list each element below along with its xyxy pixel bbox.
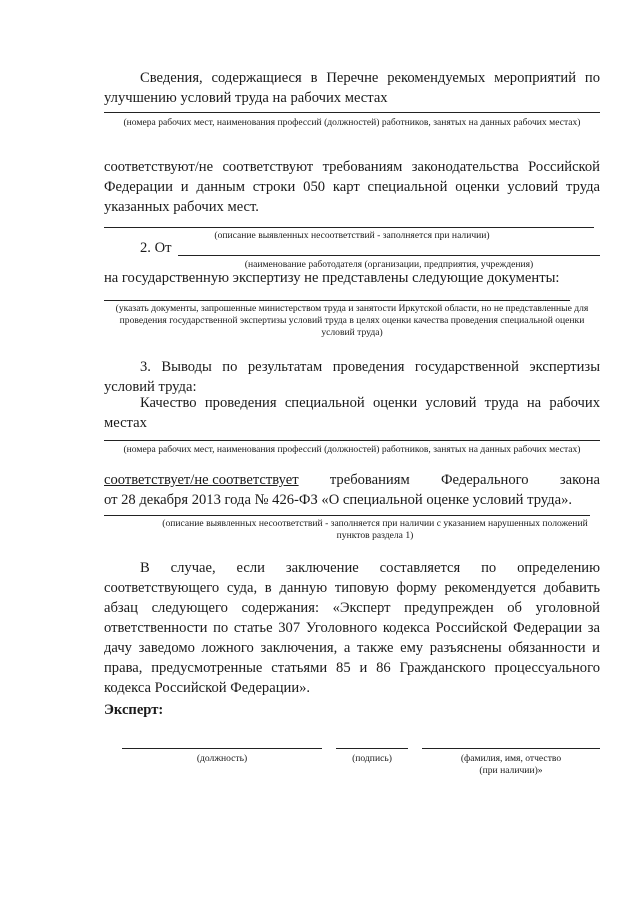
item-2-prefix: 2. От — [140, 240, 172, 256]
quality-line-2: местах — [104, 415, 147, 431]
fill-line-signature — [336, 748, 408, 749]
intro-line-1: Сведения, содержащиеся в Перечне рекомендуемых мероприятий по — [140, 70, 600, 86]
court-line-5: дачу заведомо ложного заключения, а также ему разъяснены обязанности и — [104, 640, 600, 656]
fill-line-discrepancies-1 — [104, 227, 594, 228]
position-label: (должность) — [196, 753, 248, 764]
note-workplaces-2: (номера рабочих мест, наименования профессий (должностей) работников, занятых на данных рабочих местах) — [123, 444, 581, 455]
fill-line-workplaces-1 — [104, 112, 600, 113]
court-line-7: кодекса Российской Федерации». — [104, 680, 311, 696]
note-documents: (указать документы, запрошенные министерством труда и занятости Иркутской области, но не представленные для проведения государственной экспертизы условий труда в целях оценки качества проведения специальной оценки условий труда) — [115, 303, 589, 338]
missing-documents-text: на государственную экспертизу не представлены следующие документы: — [104, 270, 560, 286]
fill-line-workplaces-2 — [104, 440, 600, 441]
item-3-line-2: условий труда: — [104, 379, 197, 395]
full-name-label-1: (фамилия, имя, отчество — [460, 753, 562, 764]
fill-line-documents — [104, 300, 570, 301]
signature-label: (подпись) — [352, 753, 392, 764]
law-line: от 28 декабря 2013 года № 426-ФЗ «О специальной оценке условий труда». — [104, 492, 573, 508]
expert-label: Эксперт: — [104, 702, 164, 718]
court-line-1: В случае, если заключение составляется по определению — [140, 560, 600, 576]
court-line-2: соответствующего суда, в данную типовую форму рекомендуется добавить — [104, 580, 600, 596]
court-line-4: ответственности по статье 307 Уголовного кодекса Российской Федерации за — [104, 620, 600, 636]
intro-line-2: улучшению условий труда на рабочих местах — [104, 90, 388, 106]
compliance-line-3: указанных рабочих мест. — [104, 199, 259, 215]
note-discrepancies-2: (описание выявленных несоответствий - заполняется при наличии с указанием нарушенных положений пунктов раздела 1) — [162, 518, 588, 541]
court-line-6: права, предусмотренные статьями 85 и 86 Гражданского процессуального — [104, 660, 600, 676]
fill-line-employer — [178, 255, 600, 256]
item-3-line-1: 3. Выводы по результатам проведения государственной экспертизы — [140, 359, 600, 375]
full-name-label-2: (при наличии)» — [479, 765, 543, 776]
fill-line-full-name — [422, 748, 600, 749]
note-workplaces-1: (номера рабочих мест, наименования профессий (должностей) работников, занятых на данных рабочих местах) — [123, 117, 581, 128]
fill-line-discrepancies-2 — [104, 515, 590, 516]
court-line-3: абзац следующего содержания: «Эксперт предупрежден об уголовной — [104, 600, 600, 616]
compliance-verdict-rest: требованиям Федерального закона — [298, 472, 600, 488]
note-discrepancies-1: (описание выявленных несоответствий - заполняется при наличии) — [214, 230, 490, 241]
compliance-line-2: Федерации и данным строки 050 карт специальной оценки условий труда — [104, 179, 600, 195]
compliance-line-1: соответствуют/не соответствуют требованиям законодательства Российской — [104, 159, 600, 175]
note-employer: (наименование работодателя (организации, предприятия, учреждения) — [244, 259, 534, 270]
fill-line-position — [122, 748, 322, 749]
compliance-verdict-line — [104, 470, 600, 490]
compliance-verdict-underlined: соответствует/не соответствует — [104, 472, 299, 488]
quality-line-1: Качество проведения специальной оценки условий труда на рабочих — [140, 395, 600, 411]
